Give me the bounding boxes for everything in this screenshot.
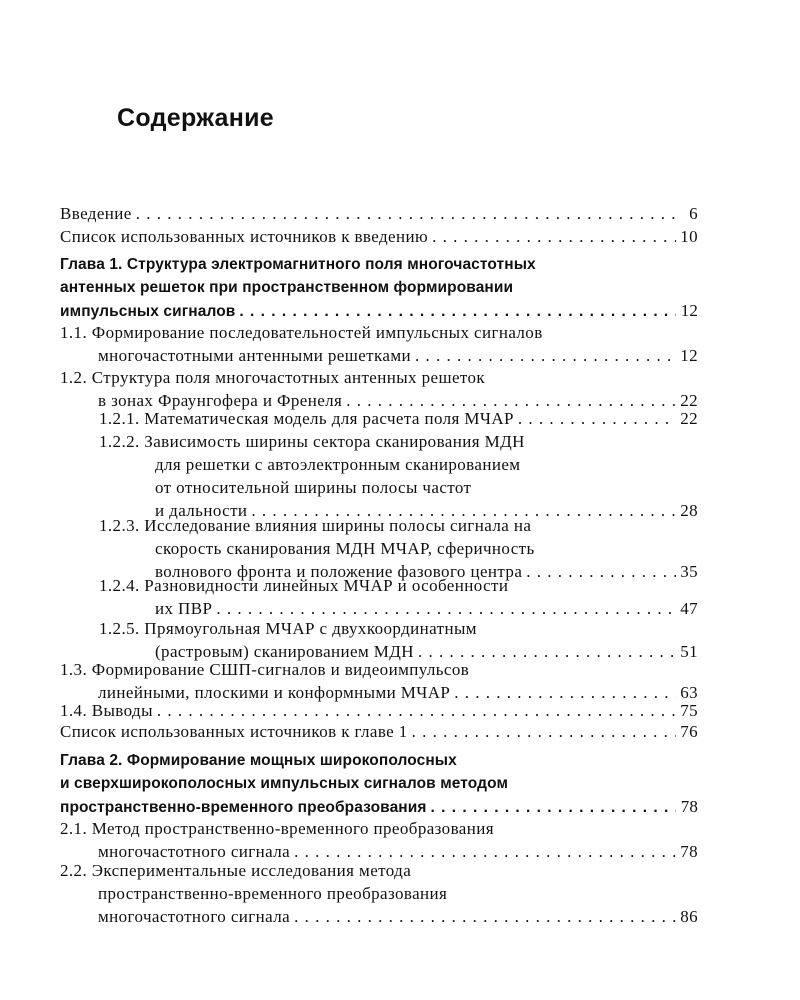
dot-leader: [432, 225, 676, 248]
toc-entry-references-chapter-1[interactable]: [60, 720, 698, 743]
toc-page-number: 6: [689, 204, 698, 223]
dot-leader: [294, 905, 676, 928]
toc-entry-title: Введение: [60, 204, 132, 223]
toc-entry-references-introduction[interactable]: [60, 225, 698, 248]
toc-entry-section-1-3[interactable]: [60, 658, 698, 704]
toc-entry-line: волнового фронта и положение фазового центра: [155, 562, 523, 581]
toc-entry-section-1-4[interactable]: [60, 699, 698, 722]
toc-entry-line: пространственно-временного преобразования: [60, 799, 427, 816]
toc-entry-line: пространственно-временного преобразования: [98, 884, 448, 903]
toc-page-number: 86: [680, 907, 698, 926]
toc-entry-line: Глава 2. Формирование мощных широкополосных: [60, 752, 457, 769]
toc-page-number: 28: [680, 501, 698, 520]
dot-leader: [412, 720, 676, 743]
toc-entry-line: 1.1. Формирование последовательностей импульсных сигналов: [60, 323, 543, 342]
toc-page-number: 22: [680, 409, 698, 428]
toc-page-number: 76: [680, 722, 698, 741]
toc-page-number: 12: [680, 346, 698, 365]
toc-entry-title: Список использованных источников к введению: [60, 227, 429, 246]
toc-entry-line: скорость сканирования МДН МЧАР, сферичность: [155, 539, 535, 558]
toc-page-number: 12: [680, 301, 698, 320]
toc-entry-line: для решетки с автоэлектронным сканированием: [155, 455, 521, 474]
toc-entry-chapter-2[interactable]: [60, 749, 698, 819]
toc-page-number: 78: [680, 797, 698, 816]
toc-entry-line: 1.2. Структура поля многочастотных антенных решеток: [60, 368, 486, 387]
toc-entry-line: многочастотного сигнала: [98, 907, 291, 926]
dot-leader: [518, 407, 676, 430]
toc-entry-line: их ПВР: [155, 599, 213, 618]
dot-leader: [239, 300, 676, 323]
dot-leader: [431, 796, 676, 819]
toc-entry-line: 2.1. Метод пространственно-временного преобразования: [60, 819, 494, 838]
toc-page-number: 63: [680, 683, 698, 702]
toc-entry-section-1-1[interactable]: [60, 321, 698, 367]
toc-page-number: 10: [680, 227, 698, 246]
toc-entry-chapter-1[interactable]: [60, 253, 698, 323]
toc-entry-line: 1.2.3. Исследование влияния ширины полосы сигнала на: [99, 516, 532, 535]
toc-entry-line: антенных решеток при пространственном формировании: [60, 279, 514, 296]
toc-entry-line: 1.2.4. Разновидности линейных МЧАР и особенности: [99, 576, 509, 595]
toc-entry-line: (растровым) сканированием МДН: [155, 642, 414, 661]
toc-entry-line: 1.2.5. Прямоугольная МЧАР с двухкоординатным: [99, 619, 477, 638]
toc-entry-title: 1.4. Выводы: [60, 701, 153, 720]
toc-entry-section-1-2-4[interactable]: [99, 574, 698, 620]
toc-page-number: 78: [680, 842, 698, 861]
toc-entry-line: линейными, плоскими и конформными МЧАР: [98, 683, 451, 702]
toc-page-number: 22: [680, 391, 698, 410]
toc-entry-introduction[interactable]: [60, 202, 698, 225]
toc-entry-section-1-2-2[interactable]: [99, 430, 698, 522]
page-title: Содержание: [117, 104, 275, 132]
toc-entry-line: Глава 1. Структура электромагнитного поля многочастотных: [60, 256, 536, 273]
toc-entry-line: 1.3. Формирование СШП-сигналов и видеоимпульсов: [60, 660, 470, 679]
toc-entry-section-1-2-5[interactable]: [99, 617, 698, 663]
toc-entry-title: Список использованных источников к главе 1: [60, 722, 408, 741]
toc-entry-section-1-2-3[interactable]: [99, 514, 698, 583]
toc-entry-line: многочастотного сигнала: [98, 842, 291, 861]
toc-entry-line: многочастотными антенными решетками: [98, 346, 411, 365]
toc-page-number: 51: [680, 642, 698, 661]
toc-entry-section-2-1[interactable]: [60, 817, 698, 863]
toc-entry-line: 1.2.2. Зависимость ширины сектора сканирования МДН: [99, 432, 525, 451]
toc-entry-line: от относительной ширины полосы частот: [155, 478, 472, 497]
toc-entry-section-2-2[interactable]: [60, 859, 698, 928]
toc-entry-section-1-2[interactable]: [60, 366, 698, 412]
dot-leader: [157, 699, 676, 722]
toc-entry-section-1-2-1[interactable]: [99, 407, 698, 430]
toc-page-number: 47: [680, 599, 698, 618]
toc-page-number: 35: [680, 562, 698, 581]
toc-entry-line: 2.2. Экспериментальные исследования метода: [60, 861, 412, 880]
dot-leader: [415, 344, 676, 367]
toc-entry-line: в зонах Фраунгофера и Френеля: [98, 391, 343, 410]
toc-entry-line: и дальности: [155, 501, 248, 520]
toc-entry-line: импульсных сигналов: [60, 303, 236, 320]
toc-entry-line: и сверхширокополосных импульсных сигналов методом: [60, 775, 509, 792]
toc-page-number: 75: [680, 701, 698, 720]
dot-leader: [136, 202, 676, 225]
toc-entry-title: 1.2.1. Математическая модель для расчета поля МЧАР: [99, 409, 514, 428]
